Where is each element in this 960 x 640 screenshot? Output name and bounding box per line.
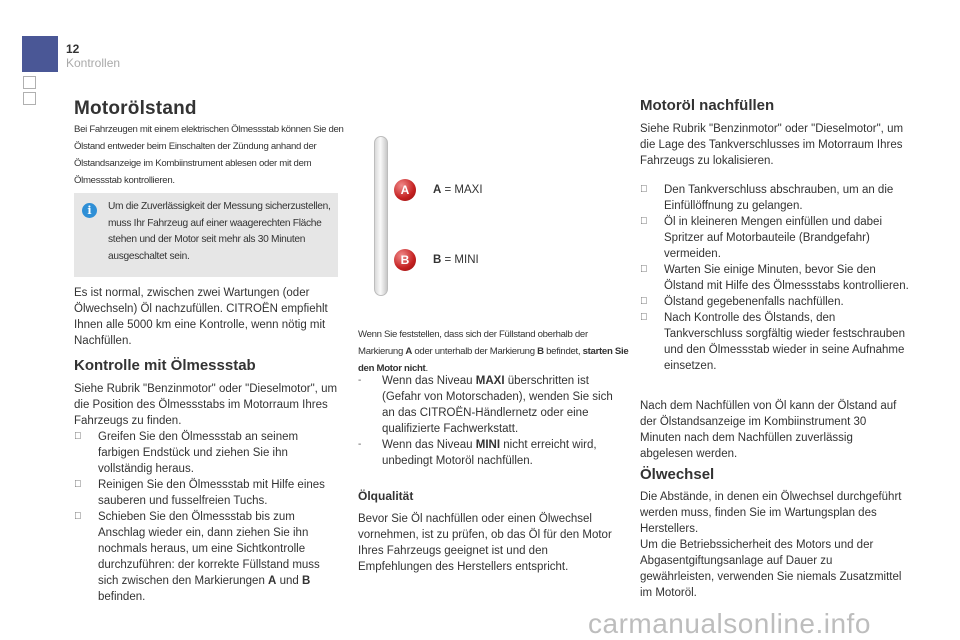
refill-intro: Siehe Rubrik "Benzinmotor" oder "Dieselmotor", um die Lage des Tankverschlusses im Motorraum Ihres Fahrzeugs zu lokalisieren. [640,123,904,167]
list-item: Den Tankverschluss abschrauben, um an die Einfüllöffnung zu gelangen. [640,182,910,214]
quality-heading: Ölqualität [358,489,414,503]
section-label: Kontrollen [66,56,121,70]
dipstick-heading: Kontrolle mit Ölmessstab [74,357,256,374]
watermark: carmanualsonline.info [588,608,871,639]
marker-a-label: A = MAXI [433,184,483,196]
header-outline-square-2 [23,92,36,105]
refill-heading: Motoröl nachfüllen [640,97,775,114]
info-text: Um die Zuverlässigkeit der Messung sicherzustellen, muss Ihr Fahrzeug auf einer waagerechten Fläche stehen und der Motor seit mehr als 30 Minuten ausgeschaltet sein. [108,201,331,262]
refill-steps [640,182,910,374]
bullet-mark [74,477,88,493]
dipstick-steps [74,429,342,605]
list-item-end: befinden. [98,591,146,603]
list-item: Ölstand gegebenenfalls nachfüllen. [640,294,910,310]
list-item-text: Greifen Sie den Ölmessstab an seinem farbigen Endstück und ziehen Sie ihn vollständig heraus. [98,431,299,475]
marker-b-label: B = MINI [433,254,479,266]
bullet-mark [74,429,88,445]
bullet-mark [640,294,654,310]
list-item [74,477,342,509]
level-dash-list [358,373,628,469]
after-refill-text: Nach dem Nachfüllen von Öl kann der Ölstand auf der Ölstandsanzeige im Kombiinstrument 30 Minuten nach dem Nachfüllen zuverlässig abgelesen werden. [640,400,897,460]
oil-change-text-2: Um die Betriebssicherheit des Motors und der Abgasentgiftungsanlage auf Dauer zu gewährleisten, verwenden Sie niemals Zusatzmittel im Motoröl. [640,539,902,599]
bullet-mark [640,262,654,278]
normal-text: Es ist normal, zwischen zwei Wartungen (oder Ölwechseln) Öl nachzufüllen. CITROËN empfiehlt Ihnen alle 5000 km eine Kontrolle, wenn nötig mit Nachfüllen. [74,287,328,347]
bullet-mark [640,214,654,230]
marker-a-ref: A [268,575,277,587]
marker-b-badge: B [394,249,416,271]
intro-text: Bei Fahrzeugen mit einem elektrischen Ölmessstab können Sie den Ölstand entweder beim Einschalten der Zündung anhand der Ölstandsanzeige im Kombiinstrument ablesen oder mit dem Ölmessstab kontrollieren. [74,124,344,186]
dash-mark: - [358,439,362,450]
list-item: Nach Kontrolle des Ölstands, den Tankverschluss sorgfältig wieder festschrauben und den Ölmessstab wieder in seine Aufnahme einsetzen. [640,310,910,374]
list-item [74,429,342,477]
header-color-square [22,36,58,72]
page-number: 12 [66,42,80,56]
oil-change-text-1: Die Abstände, in denen ein Ölwechsel durchgeführt werden muss, finden Sie im Wartungsplan des Herstellers. [640,491,902,535]
list-item [74,509,342,605]
list-item: - Wenn das Niveau MINI nicht erreicht wird, unbedingt Motoröl nachfüllen. [358,439,597,467]
marker-a-badge: A [394,179,416,201]
dash-mark: - [358,375,362,386]
page-title: Motorölstand [74,98,197,119]
list-item-text: Schieben Sie den Ölmessstab bis zum Anschlag wieder ein, dann ziehen Sie ihn nochmals heraus, um eine Sichtkontrolle durchzuführen: der korrekte Füllstand muss sich zwischen den Markierungen [98,511,320,587]
and-word: und [279,575,299,587]
quality-text: Bevor Sie Öl nachfüllen oder einen Ölwechsel vornehmen, ist zu prüfen, ob das Öl für den Motor Ihres Fahrzeugs geeignet ist und den Empfehlungen des Herstellers entspricht. [358,513,612,573]
info-box [74,193,338,277]
bullet-mark [640,310,654,326]
list-item: Öl in kleineren Mengen einfüllen und dabei Spritzer auf Motorbauteile (Brandgefahr) vermeiden. [640,214,910,262]
bullet-mark [74,509,88,525]
bullet-mark [640,182,654,198]
level-notice: Wenn Sie feststellen, dass sich der Füllstand oberhalb der Markierung A oder unterhalb der Markierung B befindet, starten Sie den Motor nicht. [358,329,629,374]
dipstick-intro: Siehe Rubrik "Benzinmotor" oder "Dieselmotor", um die Position des Ölmessstabs im Motorraum Ihres Fahrzeugs zu finden. [74,383,338,427]
oil-change-heading: Ölwechsel [640,466,715,483]
marker-b-ref: B [301,575,311,587]
info-icon: i [82,203,97,218]
list-item: Warten Sie einige Minuten, bevor Sie den Ölstand mit Hilfe des Ölmessstabs kontrollieren. [640,262,910,294]
list-item-text: Reinigen Sie den Ölmessstab mit Hilfe eines sauberen und fusselfreien Tuchs. [98,479,325,507]
list-item: - Wenn das Niveau MAXI überschritten ist (Gefahr von Motorschaden), wenden Sie sich an das CITROËN-Händlernetz oder eine qualifizierte Fachwerkstatt. [358,375,613,435]
dipstick-rod [374,136,388,296]
header-outline-square-1 [23,76,36,89]
